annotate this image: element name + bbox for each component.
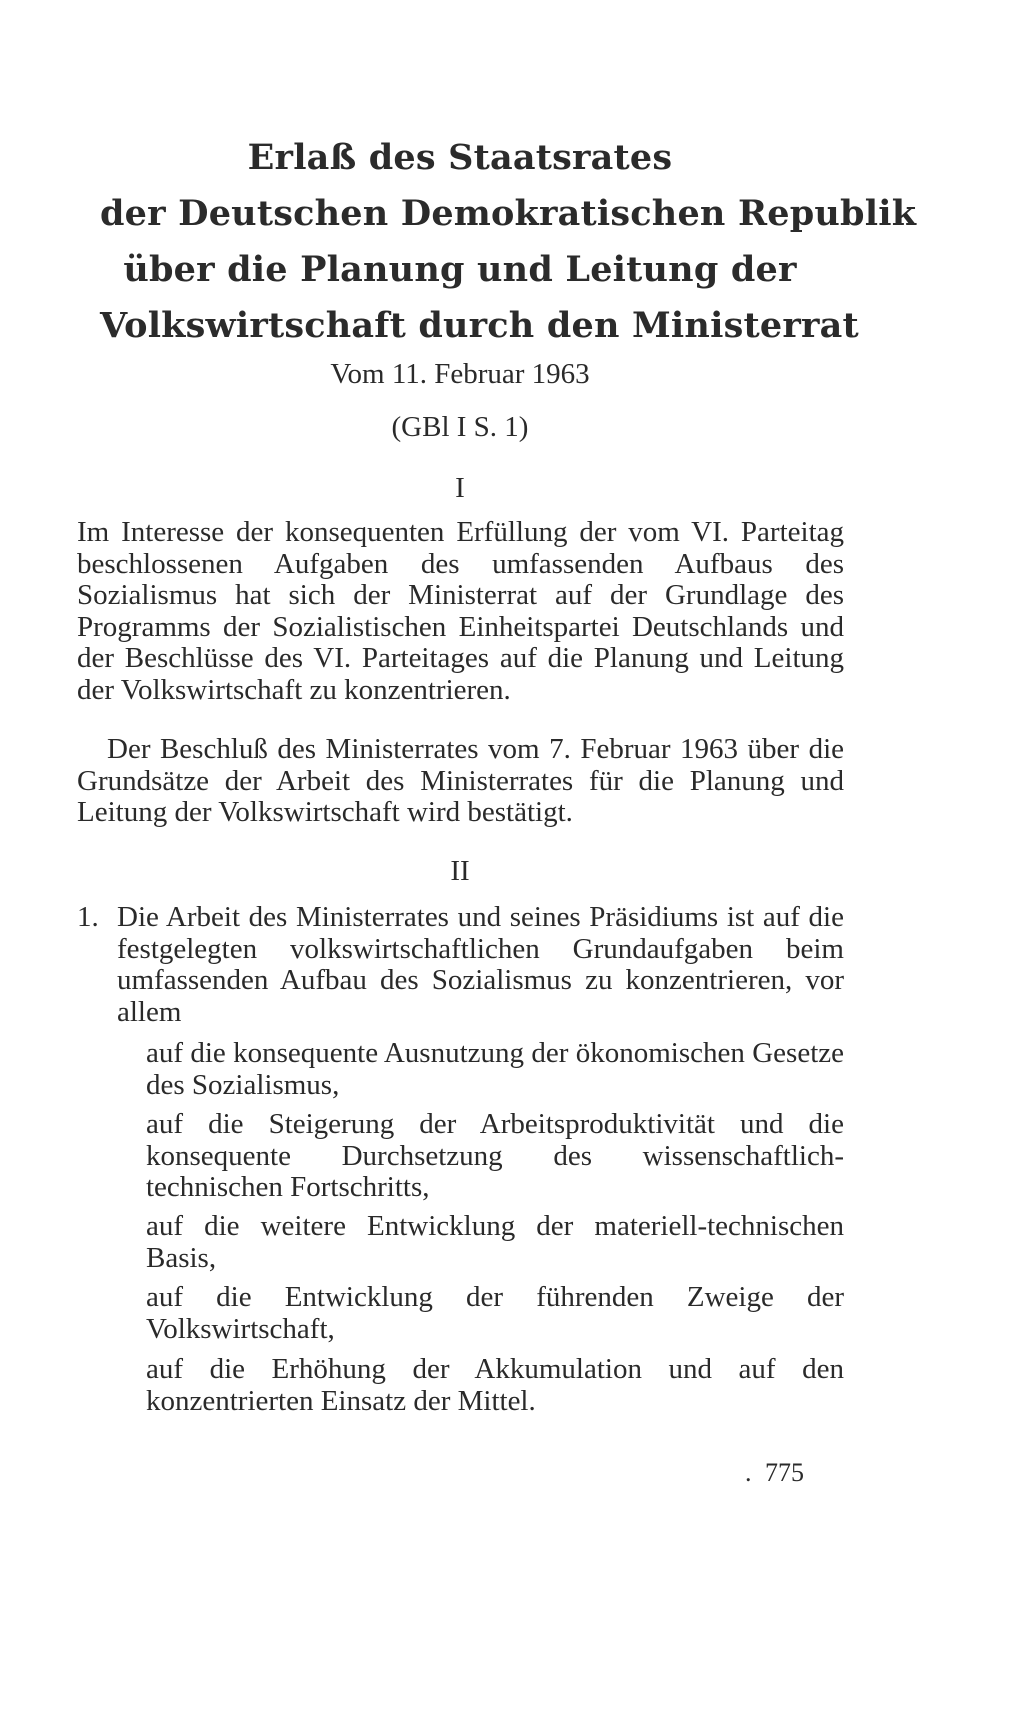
page-dot: .: [745, 1458, 752, 1487]
subitem-text: auf die weitere Entwicklung der materiell-technischen Basis,: [146, 1210, 844, 1274]
page-number: 775: [765, 1458, 804, 1487]
subitem-text: auf die Entwicklung der führenden Zweige der Volkswirtschaft,: [146, 1281, 844, 1345]
title-line-2: der Deutschen Demokratischen Republik: [100, 193, 917, 234]
paragraph-text: Die Arbeit des Ministerrates und seines Präsidiums ist auf die festgelegten volkswirtschaftlichen Grundaufgaben beim umfassenden Aufbau des Sozialismus zu konzentrieren, vor allem: [117, 901, 844, 1028]
subitem-5: [146, 1354, 844, 1417]
section-numeral-1: I: [455, 472, 465, 504]
decree-date: Vom 11. Februar 1963: [330, 358, 590, 390]
section-numeral-2: II: [450, 855, 470, 887]
title-line-3: über die Planung und Leitung der: [123, 249, 797, 290]
subitem-3: [146, 1211, 844, 1274]
subitem-text: auf die Steigerung der Arbeitsproduktivität und die konsequente Durchsetzung des wissenschaftlich-technischen Fortschritts,: [146, 1108, 844, 1203]
paragraph-text: Im Interesse der konsequenten Erfüllung der vom VI. Parteitag beschlossenen Aufgaben des umfassenden Aufbaus des Sozialismus hat sich der Ministerrat auf der Grundlage des Programms der Sozialistischen Einheitspartei Deutschlands und der Beschlüsse des VI. Parteitages auf die Planung und Leitung der Volkswirtschaft zu konzentrieren.: [77, 516, 844, 706]
item-number-1: 1.: [77, 901, 99, 933]
subitem-4: [146, 1282, 844, 1345]
title-line-4: Volkswirtschaft durch den Ministerrat: [100, 305, 859, 346]
section-1-paragraph-2: [77, 734, 844, 829]
gazette-reference: (GBl I S. 1): [391, 411, 529, 443]
subitem-2: [146, 1109, 844, 1204]
title-line-1: Erlaß des Staatsrates: [247, 137, 673, 178]
subitem-1: [146, 1038, 844, 1101]
item-1-intro: [117, 902, 844, 1028]
decree-title: [100, 130, 917, 354]
paragraph-text: Der Beschluß des Ministerrates vom 7. Februar 1963 über die Grundsätze der Arbeit des Ministerrates für die Planung und Leitung der Volkswirtschaft wird bestätigt.: [77, 733, 844, 828]
section-1-paragraph-1: [77, 517, 844, 706]
subitem-text: auf die Erhöhung der Akkumulation und auf den konzentrierten Einsatz der Mittel.: [146, 1353, 844, 1417]
subitem-text: auf die konsequente Ausnutzung der ökonomischen Gesetze des Sozialismus,: [146, 1037, 844, 1101]
